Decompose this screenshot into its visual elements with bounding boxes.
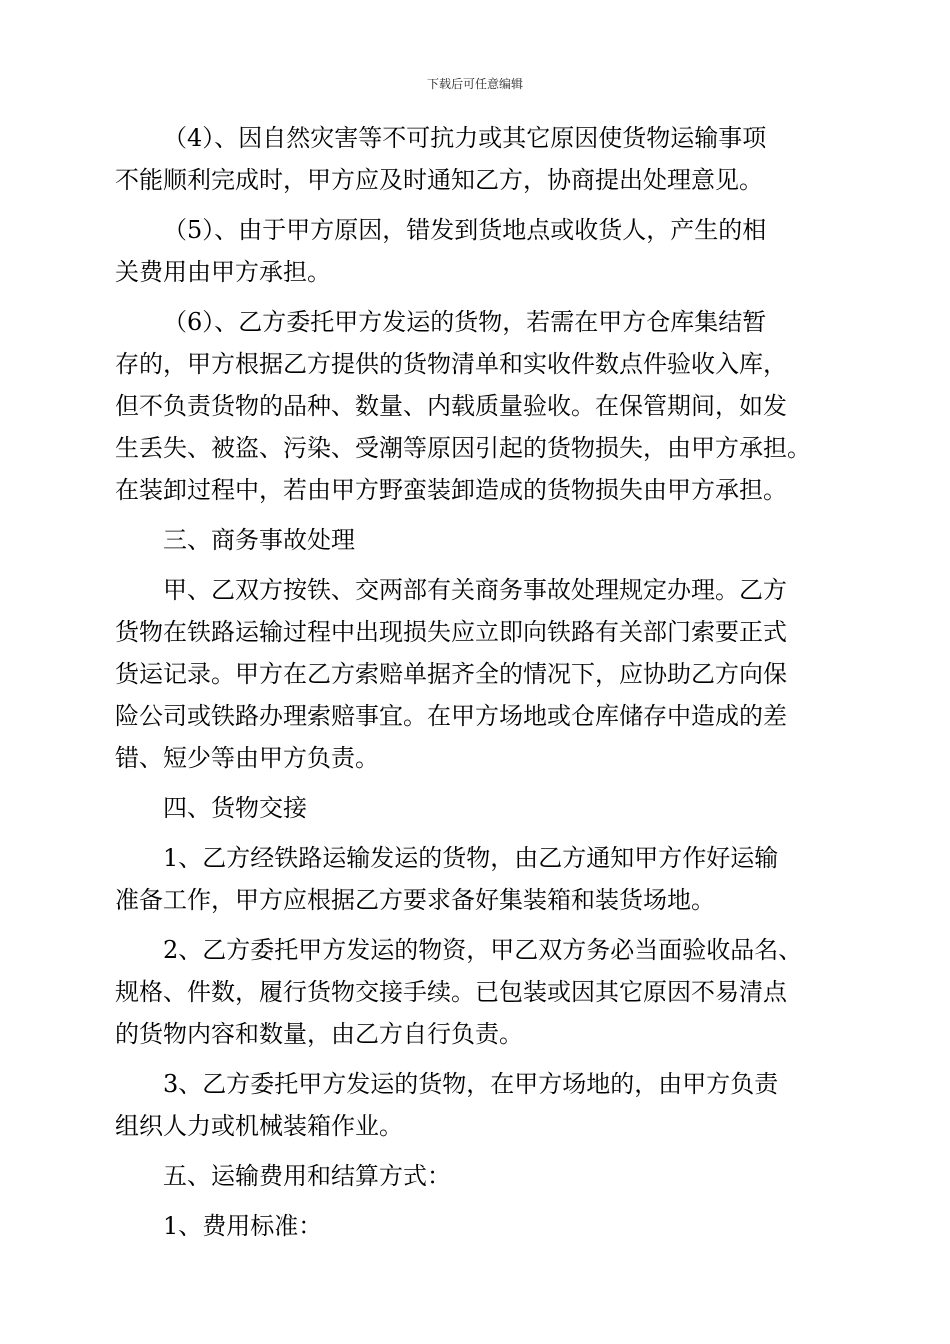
text-line: 规格、件数，履行货物交接手续。已包装或因其它原因不易清点 bbox=[115, 978, 787, 1006]
text-line: 准备工作，甲方应根据乙方要求备好集装箱和装货场地。 bbox=[115, 886, 715, 914]
section-heading: 三、商务事故处理 bbox=[163, 526, 355, 554]
text-line: 险公司或铁路办理索赔事宜。在甲方场地或仓库储存中造成的差 bbox=[115, 702, 787, 730]
text-line: 存的，甲方根据乙方提供的货物清单和实收件数点件验收入库， bbox=[115, 350, 787, 378]
text-line: 错、短少等由甲方负责。 bbox=[115, 744, 379, 772]
text-line: 在装卸过程中，若由甲方野蛮装卸造成的货物损失由甲方承担。 bbox=[115, 476, 787, 504]
text-line: 1、乙方经铁路运输发运的货物，由乙方通知甲方作好运输 bbox=[163, 844, 779, 872]
text-line: 组织人力或机械装箱作业。 bbox=[115, 1112, 403, 1140]
text-line: 1、费用标准： bbox=[163, 1212, 323, 1240]
text-line: （4）、因自然灾害等不可抗力或其它原因使货物运输事项 bbox=[163, 124, 767, 152]
text-line: 但不负责货物的品种、数量、内载质量验收。在保管期间，如发 bbox=[115, 392, 787, 420]
text-line: 3、乙方委托甲方发运的货物，在甲方场地的，由甲方负责 bbox=[163, 1070, 779, 1098]
text-line: 货物在铁路运输过程中出现损失应立即向铁路有关部门索要正式 bbox=[115, 618, 787, 646]
text-line: （6）、乙方委托甲方发运的货物，若需在甲方仓库集结暂 bbox=[163, 308, 767, 336]
text-line: 货运记录。甲方在乙方索赔单据齐全的情况下，应协助乙方向保 bbox=[115, 660, 787, 688]
text-line: （5）、由于甲方原因，错发到货地点或收货人，产生的相 bbox=[163, 216, 767, 244]
text-line: 甲、乙双方按铁、交两部有关商务事故处理规定办理。乙方 bbox=[163, 576, 787, 604]
page-header: 下载后可任意编辑 bbox=[426, 77, 523, 91]
text-line: 的货物内容和数量，由乙方自行负责。 bbox=[115, 1020, 523, 1048]
text-line: 不能顺利完成时，甲方应及时通知乙方，协商提出处理意见。 bbox=[115, 166, 763, 194]
section-heading: 五、运输费用和结算方式： bbox=[163, 1162, 451, 1190]
text-line: 生丢失、被盗、污染、受潮等原因引起的货物损失，由甲方承担。 bbox=[115, 434, 811, 462]
section-heading: 四、货物交接 bbox=[163, 794, 307, 822]
text-line: 关费用由甲方承担。 bbox=[115, 258, 331, 286]
text-line: 2、乙方委托甲方发运的物资，甲乙双方务必当面验收品名、 bbox=[163, 936, 803, 964]
